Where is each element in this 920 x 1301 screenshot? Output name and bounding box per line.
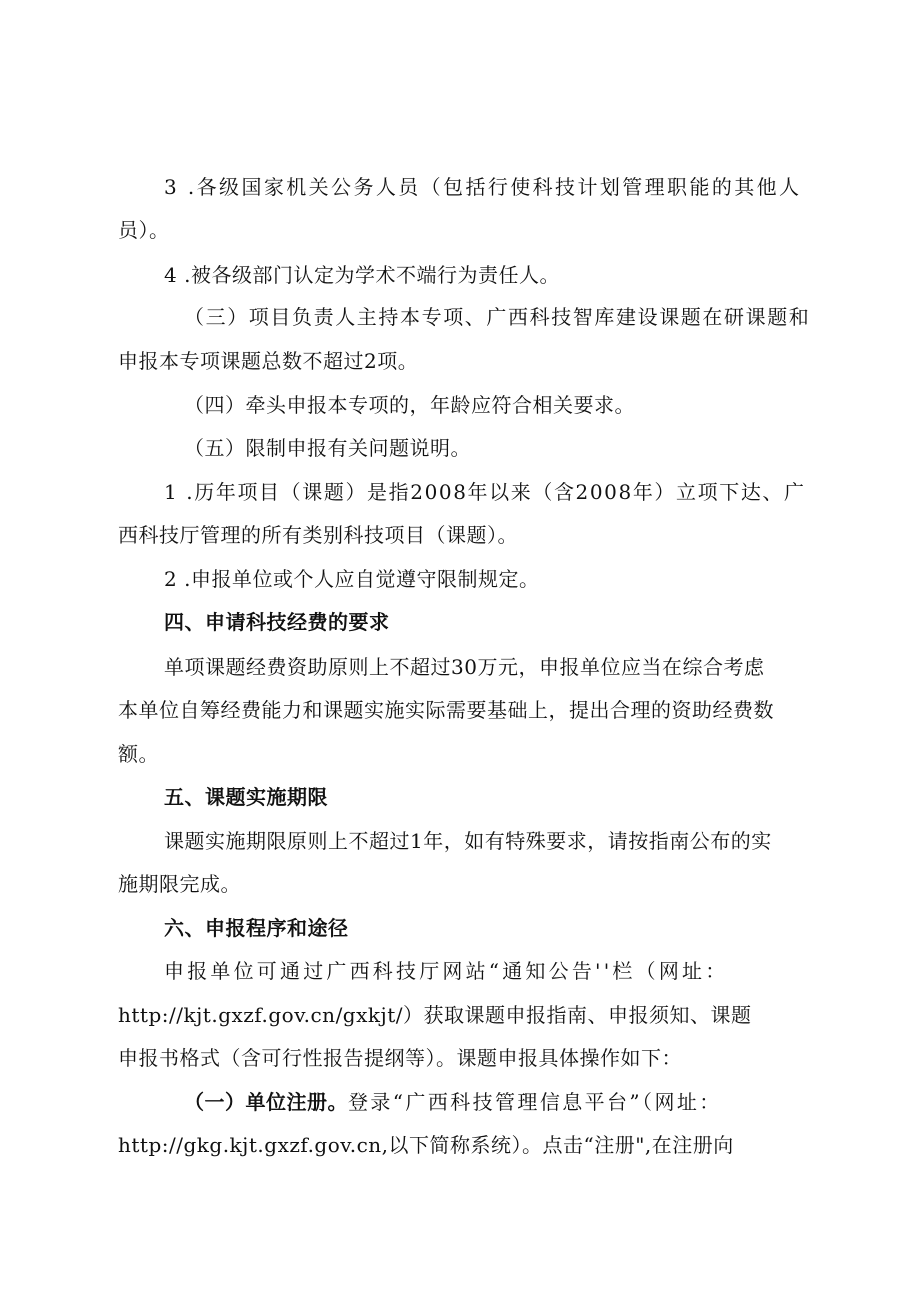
text-line: 申报本专项课题总数不超过2项。 <box>118 349 419 373</box>
text-line: 4 .被各级部门认定为学术不端行为责任人。 <box>164 263 560 287</box>
text-line: 西科技厅管理的所有类别科技项目（课题）。 <box>118 523 518 547</box>
step-heading: （一）单位注册。 <box>184 1090 348 1114</box>
section-heading: 六、申报程序和途径 <box>164 916 349 940</box>
text-span: 登录“广西科技管理信息平台”（网址： <box>348 1090 722 1114</box>
text-line: 施期限完成。 <box>118 872 241 896</box>
text-line: 课题实施期限原则上不超过1年，如有特殊要求，请按指南公布的实 <box>164 829 772 853</box>
text-line: 3 .各级国家机关公务人员（包括行使科技计划管理职能的其他人 <box>164 175 802 199</box>
text-line: 申报书格式（含可行性报告提纲等）。课题申报具体操作如下： <box>118 1046 682 1070</box>
section-heading: 四、申请科技经费的要求 <box>164 610 390 634</box>
text-line: （四）牵头申报本专项的，年龄应符合相关要求。 <box>184 393 635 417</box>
text-line: 申报单位可通过广西科技厅网站“通知公告''栏（网址： <box>164 959 729 983</box>
text-line: 单项课题经费资助原则上不超过30万元，申报单位应当在综合考虑 <box>164 655 765 679</box>
text-line: http://kjt.gxzf.gov.cn/gxkjt/）获取课题申报指南、申报须知、课题 <box>118 1003 752 1027</box>
text-line <box>184 1089 722 1115</box>
section-heading: 五、课题实施期限 <box>164 785 328 809</box>
text-line: 1 .历年项目（课题）是指2008年以来（含2008年）立项下达、广 <box>164 480 806 504</box>
text-line: 额。 <box>118 742 159 766</box>
text-line: （三）项目负责人主持本专项、广西科技智库建设课题在研课题和 <box>184 305 811 329</box>
text-line: 本单位自筹经费能力和课题实施实际需要基础上，提出合理的资助经费数 <box>118 698 774 722</box>
text-line: （五）限制申报有关问题说明。 <box>184 436 471 460</box>
text-line: 员）。 <box>118 218 170 242</box>
text-line: 2 .申报单位或个人应自觉遵守限制规定。 <box>164 567 540 591</box>
text-line: http://gkg.kjt.gxzf.gov.cn,以下简称系统）。点击“注册",在注册向 <box>118 1133 734 1157</box>
